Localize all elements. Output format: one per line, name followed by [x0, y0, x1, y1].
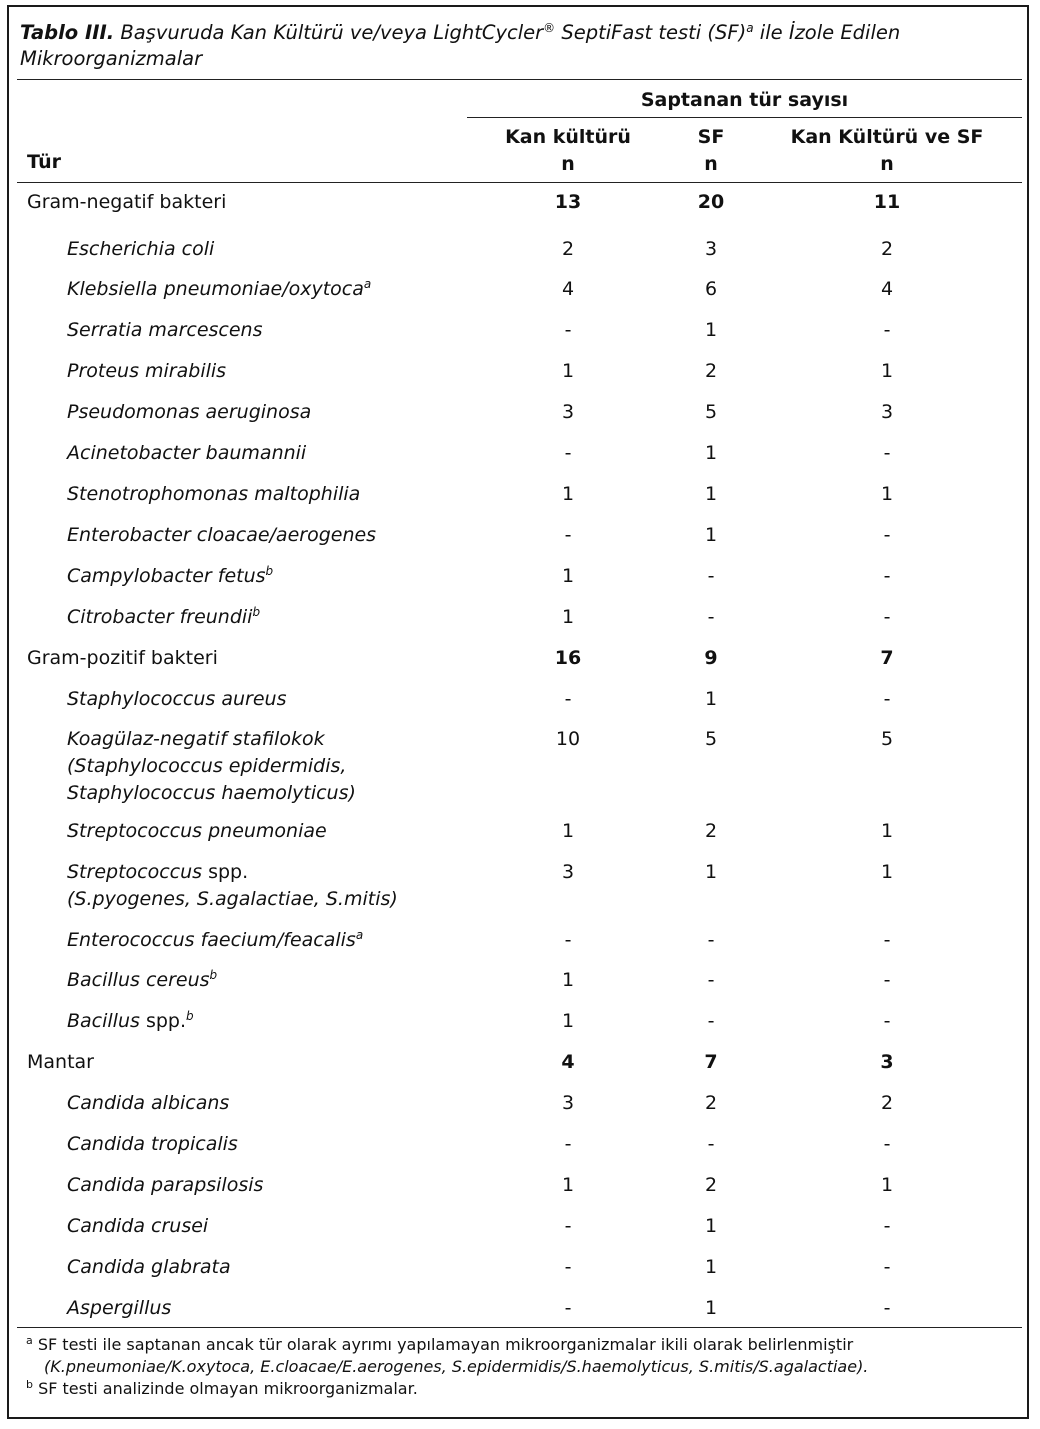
kan-kulturu-count: 1	[561, 606, 575, 628]
kan-kulturu-count: 16	[554, 647, 582, 669]
kan-kulturu-count: -	[564, 319, 572, 341]
organism-name	[67, 522, 376, 549]
footnote-marker: b	[252, 605, 261, 619]
kan-kulturu-count: 1	[561, 1010, 575, 1032]
organism-name-text: Staphylococcus aureus	[67, 688, 287, 710]
kan-kulturu-count: 1	[561, 565, 575, 587]
sf-count: 2	[704, 820, 718, 842]
both-count: -	[883, 319, 891, 341]
organism-name-line	[67, 686, 286, 713]
organism-name-text: Escherichia coli	[67, 238, 215, 260]
both-count: 1	[880, 483, 894, 505]
organism-name-line	[67, 236, 214, 263]
organism-name-continuation: (S.pyogenes, S.agalactiae, S.mitis)	[67, 888, 398, 910]
organism-name-text: Enterococcus faecium/feacalis	[67, 929, 356, 951]
both-count: 11	[873, 191, 901, 213]
organism-name-text: Gram-negatif bakteri	[27, 191, 227, 213]
organism-name-text: Streptococcus pneumoniae	[67, 820, 327, 842]
organism-name-line	[67, 522, 376, 549]
organism-name-line	[67, 818, 327, 845]
organism-name-line	[67, 399, 311, 426]
organism-name-line	[67, 1131, 238, 1158]
organism-name-line	[67, 358, 226, 385]
sf-count: -	[707, 1010, 715, 1032]
organism-name-line	[27, 1049, 94, 1076]
both-count: 4	[880, 278, 894, 300]
footnote-marker: a	[355, 928, 364, 942]
sf-count: 1	[704, 1256, 718, 1278]
bottom-rule	[17, 1327, 1022, 1328]
sf-count: 1	[704, 1297, 718, 1319]
table-label: Tablo III.	[20, 21, 115, 44]
both-count: 2	[880, 238, 894, 260]
both-count: -	[883, 1297, 891, 1319]
organism-name-text: Candida glabrata	[67, 1256, 231, 1278]
both-count: -	[883, 688, 891, 710]
organism-name-text: Koagülaz-negatif stafilokok	[67, 728, 325, 750]
organism-name-line	[67, 1295, 171, 1322]
both-count: 3	[880, 1051, 894, 1073]
sf-count: 2	[704, 1174, 718, 1196]
group-name	[27, 645, 218, 672]
organism-name-text: Candida albicans	[67, 1092, 230, 1114]
both-count: 1	[880, 820, 894, 842]
kan-kulturu-count: 1	[561, 483, 575, 505]
organism-name-line	[67, 481, 360, 508]
col-header-both-name: Kan Kültürü ve SF	[790, 126, 984, 148]
organism-name-line	[67, 927, 363, 954]
kan-kulturu-count: 4	[561, 278, 575, 300]
organism-name-text: Pseudomonas aeruginosa	[67, 401, 312, 423]
footnote-a	[26, 1334, 1016, 1356]
both-count: 3	[880, 401, 894, 423]
organism-name-text: Candida parapsilosis	[67, 1174, 264, 1196]
organism-name-text: Candida crusei	[67, 1215, 209, 1237]
both-count: -	[883, 606, 891, 628]
organism-name	[67, 1008, 194, 1035]
organism-name-text: Candida tropicalis	[67, 1133, 238, 1155]
organism-name	[67, 818, 327, 845]
organism-name	[67, 604, 260, 631]
organism-name-text: Gram-pozitif bakteri	[27, 647, 218, 669]
organism-name-line	[67, 1008, 194, 1035]
sf-count: 1	[704, 524, 718, 546]
kan-kulturu-count: -	[564, 929, 572, 951]
both-count: 5	[880, 728, 894, 750]
organism-name	[67, 317, 263, 344]
sf-count: 1	[704, 1215, 718, 1237]
organism-name	[67, 358, 226, 385]
organism-name-text: Citrobacter freundii	[67, 606, 253, 628]
kan-kulturu-count: 1	[561, 820, 575, 842]
sf-count: 6	[704, 278, 718, 300]
organism-name-line	[67, 1172, 263, 1199]
organism-name-line	[67, 317, 263, 344]
organism-name-text: Aspergillus	[67, 1297, 172, 1319]
organism-name-line	[27, 189, 226, 216]
organism-name-text: Mantar	[27, 1051, 94, 1073]
kan-kulturu-count: 1	[561, 360, 575, 382]
organism-name-line	[67, 726, 356, 753]
sf-count: -	[707, 969, 715, 991]
kan-kulturu-count: 4	[561, 1051, 575, 1073]
group-name	[27, 1049, 94, 1076]
organism-name-line	[67, 604, 260, 631]
organism-name	[67, 686, 286, 713]
organism-name-text: Serratia marcescens	[67, 319, 263, 341]
organism-name-text: Enterobacter cloacae/aerogenes	[67, 524, 377, 546]
caption-text-2: SeptiFast testi (SF)	[555, 21, 747, 44]
footnote-marker: b	[265, 564, 274, 578]
organism-name-continuation: (Staphylococcus epidermidis,	[67, 755, 347, 777]
organism-name	[67, 276, 371, 303]
sf-count: -	[707, 1133, 715, 1155]
both-count: -	[883, 524, 891, 546]
both-count: 1	[880, 861, 894, 883]
organism-name-suffix: spp.	[139, 1010, 187, 1032]
sf-count: 2	[704, 1092, 718, 1114]
sf-count: 5	[704, 401, 718, 423]
kan-kulturu-count: 1	[561, 1174, 575, 1196]
both-count: -	[883, 929, 891, 951]
sf-count: 2	[704, 360, 718, 382]
organism-name-line	[67, 859, 398, 886]
organism-name	[67, 1172, 263, 1199]
sf-count: 5	[704, 728, 718, 750]
both-count: -	[883, 969, 891, 991]
footnote-marker: b	[209, 968, 218, 982]
footnote-a-text: SF testi ile saptanan ancak tür olarak ayrımı yapılamayan mikroorganizmalar ikili olarak belirlenmiştir	[37, 1335, 854, 1354]
kan-kulturu-count: 13	[554, 191, 582, 213]
footnote-marker: b	[186, 1009, 194, 1023]
sf-count: 9	[704, 647, 718, 669]
kan-kulturu-count: 3	[561, 861, 575, 883]
organism-name-line	[67, 276, 371, 303]
organism-name-text: Bacillus	[67, 1010, 140, 1032]
sf-count: 1	[704, 319, 718, 341]
span-header: Saptanan tür sayısı	[640, 89, 849, 111]
footnote-marker: a	[363, 277, 372, 291]
sf-count: 1	[704, 688, 718, 710]
organism-name-line	[27, 645, 218, 672]
caption-text-1: Başvuruda Kan Kültürü ve/veya LightCycler	[114, 21, 544, 44]
organism-name-line	[67, 1090, 229, 1117]
both-count: -	[883, 1133, 891, 1155]
caption-text-3: ile İzole Edilen Mikroorganizmalar	[20, 21, 901, 70]
sf-count: 1	[704, 442, 718, 464]
organism-name	[67, 1131, 238, 1158]
organism-name-text: Acinetobacter baumannii	[67, 442, 307, 464]
organism-name-line	[67, 563, 273, 590]
organism-name-text: Streptococcus	[67, 861, 203, 883]
organism-name-text: Bacillus cereus	[67, 969, 210, 991]
organism-name	[67, 1254, 231, 1281]
organism-name	[67, 1213, 208, 1240]
caption-footnote-a: a	[746, 21, 754, 35]
footnote-a-examples: (K.pneumoniae/K.oxytoca, E.cloacae/E.aerogenes, S.epidermidis/S.haemolyticus, S.mitis/S.agalactiae).	[44, 1357, 869, 1376]
kan-kulturu-count: 10	[555, 728, 581, 750]
col-header-kan-kulturu-unit: n	[561, 153, 575, 175]
organism-name-text: Stenotrophomonas maltophilia	[67, 483, 361, 505]
organism-name-line	[67, 440, 306, 467]
both-count: -	[883, 1215, 891, 1237]
footnote-b	[26, 1378, 1016, 1400]
organism-name-line	[67, 1213, 208, 1240]
sf-count: -	[707, 565, 715, 587]
sf-count: 7	[704, 1051, 718, 1073]
kan-kulturu-count: -	[564, 442, 572, 464]
both-count: 2	[880, 1092, 894, 1114]
registered-mark: ®	[543, 21, 556, 35]
both-count: -	[883, 442, 891, 464]
organism-name	[67, 1295, 171, 1322]
footnote-a-line2	[44, 1356, 1034, 1378]
organism-name-text: Proteus mirabilis	[67, 360, 227, 382]
organism-name	[67, 967, 217, 994]
organism-name	[67, 726, 356, 807]
footnote-b-mark: b	[26, 1378, 33, 1391]
organism-name-text: Klebsiella pneumoniae/oxytoca	[67, 278, 364, 300]
organism-name	[67, 563, 273, 590]
group-name	[27, 189, 226, 216]
kan-kulturu-count: -	[564, 524, 572, 546]
organism-name-line	[67, 1254, 231, 1281]
both-count: -	[883, 565, 891, 587]
kan-kulturu-count: 1	[561, 969, 575, 991]
col-header-kan-kulturu-name: Kan kültürü	[505, 126, 631, 148]
organism-name-line	[67, 967, 217, 994]
both-count: 1	[880, 1174, 894, 1196]
kan-kulturu-count: -	[564, 688, 572, 710]
organism-name	[67, 859, 398, 913]
kan-kulturu-count: -	[564, 1256, 572, 1278]
col-header-sf-unit: n	[704, 153, 718, 175]
kan-kulturu-count: 2	[561, 238, 575, 260]
kan-kulturu-count: 3	[561, 401, 575, 423]
organism-name-continuation: Staphylococcus haemolyticus)	[67, 782, 356, 804]
col-header-sf-name: SF	[697, 126, 725, 148]
footnote-a-mark: a	[26, 1334, 33, 1347]
col-header-both-unit: n	[880, 153, 894, 175]
kan-kulturu-count: -	[564, 1133, 572, 1155]
footnote-b-text: SF testi analizinde olmayan mikroorganizmalar.	[38, 1379, 418, 1398]
organism-name	[67, 927, 363, 954]
col-header-tur: Tür	[27, 151, 62, 173]
sf-count: 1	[704, 483, 718, 505]
organism-name	[67, 1090, 229, 1117]
sf-count: 3	[704, 238, 718, 260]
sf-count: -	[707, 606, 715, 628]
both-count: 7	[880, 647, 894, 669]
both-count: -	[883, 1010, 891, 1032]
kan-kulturu-count: 3	[561, 1092, 575, 1114]
sf-count: -	[707, 929, 715, 951]
organism-name	[67, 236, 214, 263]
kan-kulturu-count: -	[564, 1297, 572, 1319]
kan-kulturu-count: -	[564, 1215, 572, 1237]
organism-name	[67, 481, 360, 508]
organism-name	[67, 399, 311, 426]
organism-name-suffix: spp.	[202, 861, 249, 883]
sf-count: 1	[704, 861, 718, 883]
both-count: -	[883, 1256, 891, 1278]
organism-name-text: Campylobacter fetus	[67, 565, 266, 587]
sf-count: 20	[697, 191, 725, 213]
both-count: 1	[880, 360, 894, 382]
organism-name	[67, 440, 306, 467]
